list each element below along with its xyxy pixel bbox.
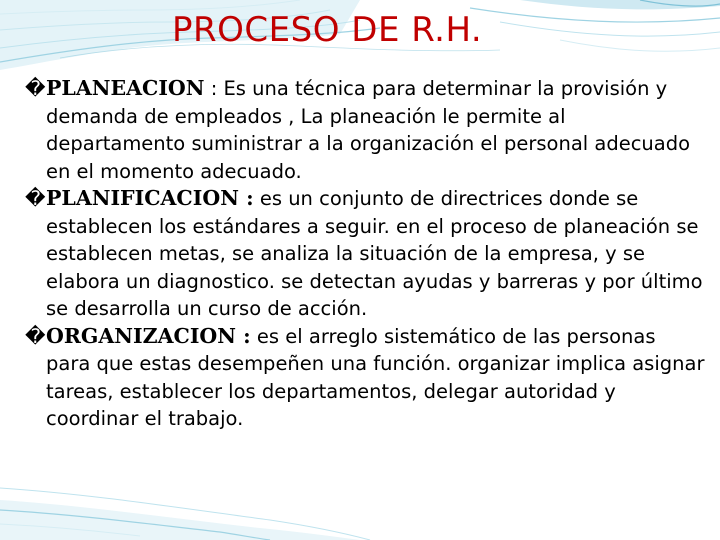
paragraph-organizacion [25,323,705,433]
wave-bottom-fill [0,500,360,540]
bullet-icon: � [25,323,46,348]
term-planificacion: PLANIFICACION : [46,186,254,210]
definition-text: es un conjunto de directrices donde se establecen los estándares a seguir. en el proceso de planeación se establecen metas, se analiza la situación de la empresa, y se elabora un diagnostico. se detectan ayudas y barreras y por último se desarrolla un curso de acción. [46,187,703,320]
paragraph-planeacion [25,75,705,185]
slide-body [25,75,705,433]
wave-line [470,8,720,22]
wave-line [500,22,720,36]
slide-title: PROCESO DE R.H. [172,10,483,50]
paragraph-planificacion [25,185,705,323]
wave-top-right-fill [520,0,720,9]
definition-text: Es una técnica para determinar la provisión y demanda de empleados , La planeación le permite al departamento suministrar a la organización el personal adecuado en el momento adecuado. [46,77,691,183]
bullet-icon: � [25,76,46,100]
wave-line [560,40,720,51]
term-separator: : [204,77,224,100]
term-organizacion: ORGANIZACION : [46,323,251,348]
definition-text: es el arreglo sistemático de las personas para que estas desempeñen una función. organizar implica asignar tareas, establecer los departamentos, delegar autoridad y coordinar el trabajo. [46,324,705,430]
bullet-icon: � [25,186,46,210]
term-planeacion: PLANEACION [46,76,205,100]
